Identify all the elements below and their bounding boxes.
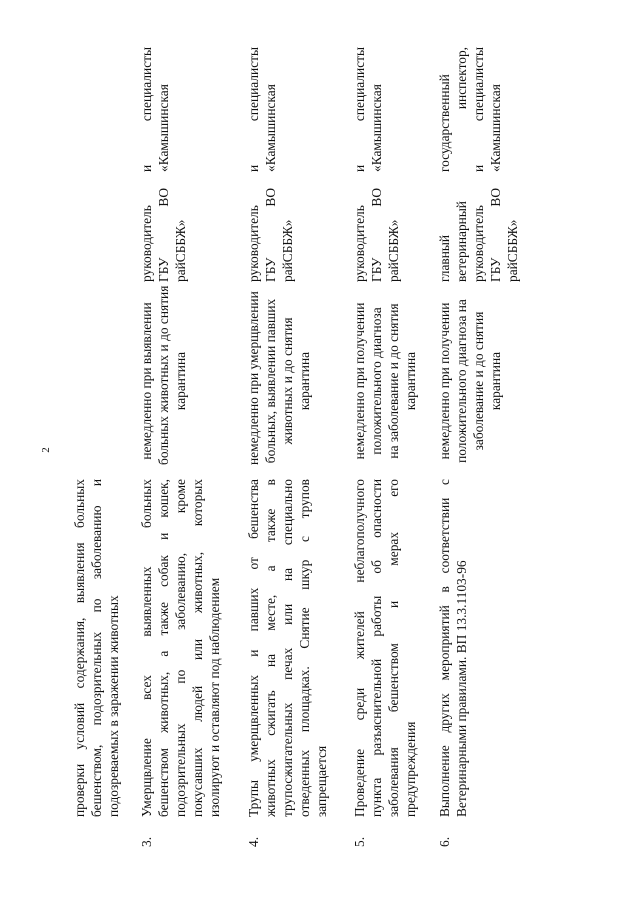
measure-line: подозрительных по заболеванию, кроме bbox=[173, 479, 188, 817]
measure-line: Выполнение других мероприятий в соответствии с bbox=[437, 479, 452, 817]
measure-line: Проведение среди жителей неблагополучного bbox=[352, 479, 367, 817]
deadline-text bbox=[138, 285, 189, 465]
rotated-table bbox=[59, 27, 520, 877]
deadline-line: больных животных и до снятия bbox=[156, 285, 171, 465]
measure-line: пункта разъяснительной работы об опасности bbox=[369, 479, 384, 817]
deadline-line: немедленно при получении bbox=[437, 302, 452, 460]
responsible-line: ГБУ ВО bbox=[488, 188, 503, 282]
responsible-primary bbox=[138, 188, 189, 282]
deadline-text bbox=[351, 297, 419, 465]
measure-line: запрещается bbox=[314, 745, 329, 817]
responsible-line: райСББЖ» bbox=[280, 219, 295, 282]
measure-line: Умерщвление всех выявленных больных bbox=[139, 479, 154, 817]
deadline-text bbox=[436, 297, 504, 465]
responsible-line: ветеринарный bbox=[454, 201, 469, 282]
responsible-line: райСББЖ» bbox=[173, 219, 188, 282]
responsible-secondary bbox=[436, 47, 504, 172]
responsible-line: ГБУ ВО bbox=[263, 188, 278, 282]
measure-line: отведенных площадках. Снятие шкур с трупов bbox=[297, 479, 312, 817]
deadline-text bbox=[245, 291, 313, 465]
measure-line: животных сжигать на месте, а также в bbox=[263, 479, 278, 817]
responsible-line: руководитель bbox=[471, 205, 486, 282]
deadline-line: положительного диагноза на bbox=[454, 299, 469, 463]
measure-line: заболевания бешенством и мерах его bbox=[386, 479, 401, 817]
responsible-line: райСББЖ» bbox=[386, 219, 401, 282]
responsible-line: и специалисты bbox=[471, 47, 486, 172]
deadline-line: животных и до снятия bbox=[280, 317, 295, 445]
deadline-line: немедленно при выявлении bbox=[139, 302, 154, 460]
deadline-line: заболевание и до снятия bbox=[471, 311, 486, 451]
responsible-secondary bbox=[245, 47, 279, 172]
responsible-line: и специалисты bbox=[246, 47, 261, 172]
measure-text bbox=[436, 479, 470, 817]
deadline-line: немедленно при умерщвлении bbox=[246, 291, 261, 465]
responsible-line: руководитель bbox=[139, 205, 154, 282]
deadline-line: положительного диагноза bbox=[369, 307, 384, 455]
responsible-line: «Камышинская bbox=[369, 84, 384, 172]
deadline-line: карантина bbox=[297, 351, 312, 411]
measure-line: трупосжигательных печах или на специально bbox=[280, 479, 295, 817]
measure-line: изолируют и оставляют под наблюдением bbox=[207, 577, 222, 817]
row-number: 6. bbox=[437, 836, 452, 847]
responsible-line: инспектор, bbox=[454, 47, 469, 110]
deadline-line: карантина bbox=[488, 351, 503, 411]
measure-text bbox=[351, 479, 419, 817]
responsible-line: и специалисты bbox=[352, 47, 367, 172]
deadline-line: карантина bbox=[173, 351, 188, 411]
intro-line: проверки условий содержания, выявления больных bbox=[72, 479, 87, 817]
deadline-line: карантина bbox=[403, 351, 418, 411]
responsible-line: «Камышинская bbox=[488, 84, 503, 172]
deadline-line: больных, выявлении павших bbox=[263, 298, 278, 464]
page-number: 2 bbox=[40, 447, 52, 453]
responsible-line: государственный bbox=[437, 74, 452, 172]
responsible-line: руководитель bbox=[352, 205, 367, 282]
measure-line: покусавших людей или животных, которых bbox=[190, 479, 205, 817]
responsible-primary bbox=[351, 188, 402, 282]
measure-line: предупреждения bbox=[403, 721, 418, 817]
responsible-line: ГБУ ВО bbox=[156, 188, 171, 282]
row-number: 3. bbox=[139, 836, 154, 847]
row-number: 4. bbox=[246, 836, 261, 847]
responsible-line: райСББЖ» bbox=[505, 219, 520, 282]
responsible-line: главный bbox=[437, 234, 452, 282]
responsible-line: «Камышинская bbox=[156, 84, 171, 172]
deadline-line: немедленно при получении bbox=[352, 302, 367, 460]
responsible-line: ГБУ ВО bbox=[369, 188, 384, 282]
measure-text bbox=[138, 479, 223, 817]
measure-text bbox=[245, 479, 330, 817]
measure-line: Трупы умерщвленных и павших от бешенства bbox=[246, 479, 261, 817]
responsible-secondary bbox=[138, 47, 172, 172]
responsible-primary bbox=[245, 188, 296, 282]
responsible-line: «Камышинская bbox=[263, 84, 278, 172]
measure-line: Ветеринарными правилами. ВП 13.3.1103-96 bbox=[454, 560, 469, 817]
row-number: 5. bbox=[352, 836, 367, 847]
deadline-line: на заболевание и до снятия bbox=[386, 303, 401, 459]
measure-line: бешенством животных, а также собак и кошек, bbox=[156, 479, 171, 817]
intro-text bbox=[71, 479, 122, 817]
responsible-primary bbox=[436, 188, 521, 282]
responsible-line: и специалисты bbox=[139, 47, 154, 172]
responsible-secondary bbox=[351, 47, 385, 172]
intro-line: бешенством, подозрительных по заболеванию и bbox=[89, 479, 104, 817]
responsible-line: руководитель bbox=[246, 205, 261, 282]
intro-line: подозреваемых в заражении животных bbox=[106, 595, 121, 817]
